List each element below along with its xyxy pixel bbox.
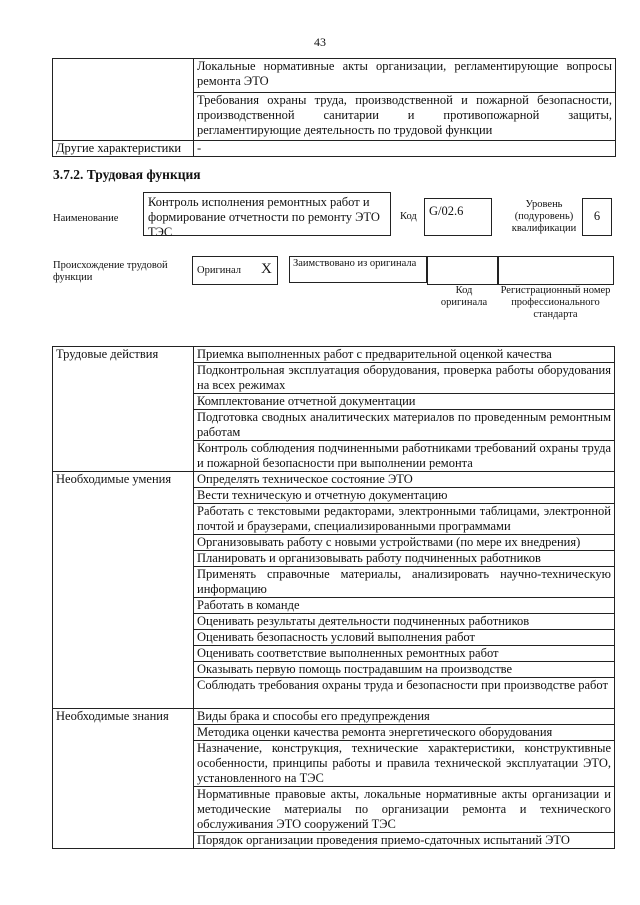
labor-action-item: Комплектование отчетной документации: [194, 394, 615, 410]
knowledge-item: Виды брака и способы его предупреждения: [194, 709, 615, 725]
knowledge-item: Назначение, конструкция, технические характеристики, конструктивные особенности, принципы работы и правила технической эксплуатации ЭТО, установленного на ТЭС: [194, 741, 615, 787]
borrowed-cell: Заимствовано из оригинала: [289, 256, 427, 283]
knowledge-item: Нормативные правовые акты, локальные нормативные акты организации и методические материалы по организации ремонта и технического обслуживания ЭТО сооружений ТЭС: [194, 787, 615, 833]
top-table: [52, 58, 616, 157]
labor-action-item: Подконтрольная эксплуатация оборудования, проверка работы оборудования на всех режимах: [194, 363, 615, 394]
skill-item: Оценивать соответствие выполненных ремонтных работ: [194, 646, 615, 662]
skill-item: Планировать и организовывать работу подчиненных работников: [194, 551, 615, 567]
registration-caption: Регистрационный номер профессионального стандарта: [500, 285, 611, 320]
skill-item: Оценивать безопасность условий выполнения работ: [194, 630, 615, 646]
skill-item: Соблюдать требования охраны труда и безопасности при производстве работ: [194, 678, 615, 709]
function-code: G/02.6: [424, 198, 492, 236]
skill-item: Работать с текстовыми редакторами, электронными таблицами, электронной почтой и браузерами, специализированными программами: [194, 504, 615, 535]
other-characteristics-value: -: [194, 141, 616, 157]
original-mark: X: [261, 261, 272, 277]
code-label: Код: [400, 211, 417, 222]
registration-number-cell: [497, 256, 614, 285]
required-knowledge-label: Необходимые знания: [53, 709, 194, 849]
level-label: Уровень (подуровень) квалификации: [511, 199, 577, 234]
skill-item: Организовывать работу с новыми устройствами (по мере их внедрения): [194, 535, 615, 551]
skill-item: Оказывать первую помощь пострадавшим на производстве: [194, 662, 615, 678]
original-label: Оригинал: [197, 265, 241, 276]
empty-label-cell: [53, 59, 194, 141]
labor-action-item: Контроль соблюдения подчиненными работниками требований охраны труда и пожарной безопасности при выполнении ремонта: [194, 441, 615, 472]
skill-item: Применять справочные материалы, анализировать научно-техническую информацию: [194, 567, 615, 598]
function-name: Контроль исполнения ремонтных работ и формирование отчетности по ремонту ЭТО ТЭС: [143, 192, 391, 236]
original-code-cell: [427, 256, 499, 285]
knowledge-item: Порядок организации проведения приемо-сдаточных испытаний ЭТО: [194, 833, 615, 849]
name-label: Наименование: [53, 213, 119, 224]
skill-item: Вести техническую и отчетную документацию: [194, 488, 615, 504]
skill-item: Определять техническое состояние ЭТО: [194, 472, 615, 488]
origin-label: Происхождение трудовой функции: [53, 260, 168, 283]
requirement-cell: Локальные нормативные акты организации, регламентирующие вопросы ремонта ЭТО: [194, 59, 616, 93]
other-characteristics-label: Другие характеристики: [53, 141, 194, 157]
page-number: 43: [314, 35, 326, 49]
code-original-caption: Код оригинала: [440, 285, 488, 308]
skill-item: Оценивать результаты деятельности подчиненных работников: [194, 614, 615, 630]
required-skills-label: Необходимые умения: [53, 472, 194, 709]
main-table: [52, 346, 615, 849]
knowledge-item: Методика оценки качества ремонта энергетического оборудования: [194, 725, 615, 741]
qualification-level: 6: [582, 198, 612, 236]
labor-action-item: Подготовка сводных аналитических материалов по проведенным ремонтным работам: [194, 410, 615, 441]
labor-actions-label: Трудовые действия: [53, 347, 194, 472]
labor-action-item: Приемка выполненных работ с предварительной оценкой качества: [194, 347, 615, 363]
original-cell: [192, 256, 278, 285]
skill-item: Работать в команде: [194, 598, 615, 614]
requirement-cell: Требования охраны труда, производственной и пожарной безопасности, производственной санитарии и противопожарной защиты, регламентирующие деятельность по трудовой функции: [194, 93, 616, 141]
section-title: 3.7.2. Трудовая функция: [53, 167, 201, 182]
